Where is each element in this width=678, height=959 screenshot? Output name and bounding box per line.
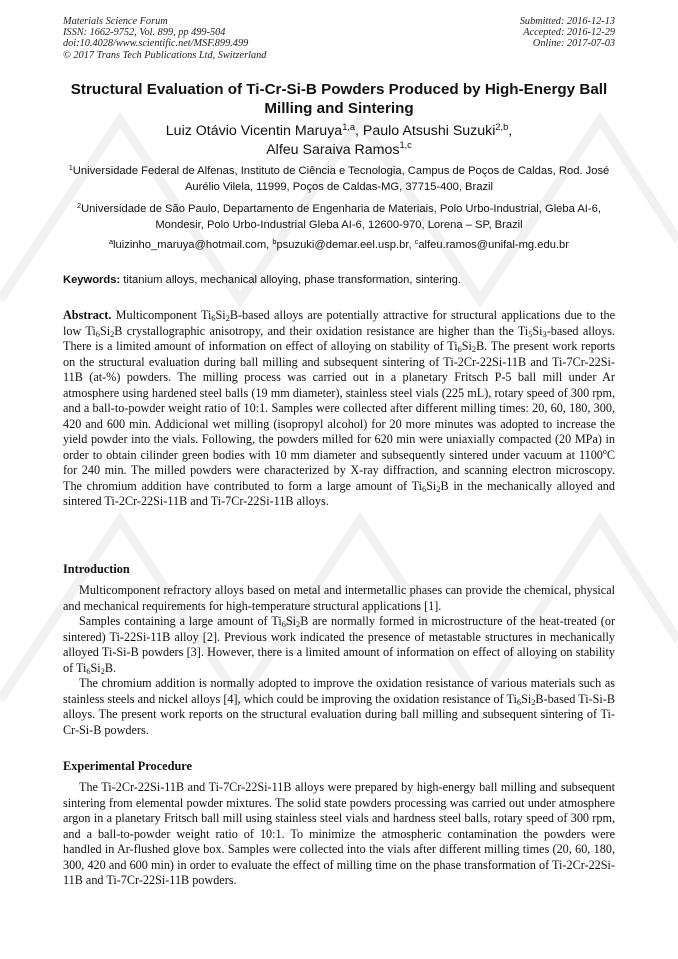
paragraph-text: The chromium addition is normally adopted to improve the oxidation resistance of various materials such as stainless steels and nickel alloys [4], which could be improving the oxidation resistance of Ti (63, 676, 615, 706)
subscript: 6 (95, 329, 100, 339)
abstract-text: -based alloys. There is a limited amount of information on effect of alloying on stability of Ti (63, 323, 615, 353)
paragraph-text: B-based Ti-Si-B alloys. The present work reports on the structural evaluation during ball milling and subsequent sintering of Ti-Cr-Si-B powders. (63, 691, 615, 737)
paragraph (63, 614, 615, 676)
keywords-line (63, 273, 618, 288)
author-emails (60, 238, 618, 254)
email-sup: b (272, 237, 277, 246)
subscript: 5 (528, 329, 533, 339)
abstract-text: B-based alloys are potentially attractive for structural applications due to the low Ti (63, 308, 615, 338)
affiliation-text: Universidade Federal de Alfenas, Instituto de Ciência e Tecnologia, Campus de Poços de Caldas, Rod. José Aurélio Vilela, 11999, Poços de Caldas-MG, 37715-400, Brazil (72, 165, 610, 193)
subscript: 2 (225, 314, 230, 324)
paragraph-text: Si (521, 691, 532, 706)
abstract-text: B. The present work reports on the structural evaluation during ball milling and subsequent sintering of Ti-2Cr-22Si-11B and Ti-7Cr-22Si-11B (at-%) powders. The milling process was carried out in a planetary Fritsch P-5 ball mill under Ar atmosphere using hardened steel balls (19 mm diameter), stainless steel vials (225 mL), rotary speed of 300 rpm, and a ball-to-powder weight ratio of 10:1. Samples were collected after different milling times: 20, 60, 180, 300, 420 and 600 min. Addicional wet milling (isopropyl alcohol) for 20 more minutes was adopted to increase the yield powder into the vials. Following, the powders milled for 620 min were uniaxially compacted (20 MPa) in order to obtain cilinder green bodies with 10 mm diameter and subsequently sintered under vacuum at 1100 (63, 339, 615, 462)
subscript: 6 (457, 345, 462, 355)
email-sup: c (414, 237, 419, 246)
affiliation-2 (60, 202, 618, 233)
subscript: 6 (211, 314, 216, 324)
author-name: Paulo Atsushi Suzuki (362, 123, 496, 139)
author-name: Luiz Otávio Vicentin Maruya (165, 123, 343, 139)
abstract-text: B in the mechanically alloyed and sintered Ti-2Cr-22Si-11B and Ti-7Cr-22Si-11B alloys. (63, 478, 615, 508)
email-link: psuzuki@demar.eel.usp.br, (276, 239, 415, 251)
dates-header (520, 16, 615, 50)
paragraph-text: Samples containing a large amount of Ti (79, 614, 282, 628)
author-affil-sup: 1,a (342, 121, 356, 132)
email-link: alfeu.ramos@unifal-mg.edu.br (418, 239, 569, 251)
subscript: 2 (100, 666, 105, 676)
subscript: 2 (296, 620, 301, 630)
paragraph-text: B are normally formed in microstructure of the heat-treated (or sintered) Ti-22Si-11B alloy [2]. Previous work indicated the presence of metastable structures in mechanically alloyed Ti-Si-B powders [3]. However, there is a limited amount of information on effect of alloying on stability of Ti (63, 614, 616, 675)
subscript: 6 (281, 620, 286, 630)
issn-line: ISSN: 1662-9752, Vol. 899, pp 499-504 (63, 27, 226, 39)
abstract-text: Si (532, 323, 543, 338)
section-heading-experimental: Experimental Procedure (63, 759, 192, 773)
email-sup: a (109, 237, 114, 246)
abstract-paragraph (63, 308, 615, 510)
paragraph: The Ti-2Cr-22Si-11B and Ti-7Cr-22Si-11B alloys were prepared by high-energy ball milling and subsequent sintering from elemental powder mixtures. The solid state powders processing was carried out under atmosphere argon in a planetary Fritsch ball mill using stainless steel vials and hardness steel balls, rotary speed of 300 rpm, and a ball-to-powder weight ratio of 10:1. To minimize the atmospheric contamination the powders were handled in Ar-flushed glove box. Samples were collected into the vials after different milling times (20, 60, 180, 300, 420 and 600 min) in order to evaluate the effect of milling time on the phase transformation of Ti-2Cr-22Si-11B and Ti-7Cr-22Si-11B powders. (63, 780, 615, 887)
journal-header (63, 16, 266, 61)
author-affil-sup: 1,c (399, 140, 412, 151)
abstract-text: Multicomponent Ti (111, 308, 212, 322)
abstract-text: Si (99, 323, 111, 338)
paragraph-text: B. (104, 660, 117, 675)
paragraph-text: Si (285, 614, 297, 628)
paper-title: Structural Evaluation of Ti-Cr-Si-B Powders Produced by High-Energy Ball Milling and Sintering (70, 81, 608, 117)
doi-line: doi:10.4028/www.scientific.net/MSF.899.499 (63, 38, 249, 50)
affiliation-1 (60, 164, 618, 195)
abstract-text: Si (215, 308, 226, 322)
subscript: 2 (531, 697, 536, 707)
author-list: Luiz Otávio Vicentin Maruya$^{1,a}$, Paulo Atsushi Suzuki$^{2,b}$, Alfeu Saraiva Ramos$^{1,c}$ (165, 121, 513, 158)
email-link: luizinho_maruya@hotmail.com, (113, 239, 273, 251)
abstract-text: B crystallographic anisotropy, and their oxidation resistance are higher than the Ti (114, 323, 529, 338)
affil-number: 2 (77, 201, 82, 210)
online-date: Online: 2017-07-03 (532, 38, 615, 50)
journal-name: Materials Science Forum (63, 16, 168, 27)
subscript: 2 (471, 345, 477, 355)
experimental-body (63, 780, 615, 889)
submitted-date: Submitted: 2016-12-13 (519, 16, 615, 27)
section-heading-introduction: Introduction (63, 562, 130, 576)
introduction-body (63, 583, 615, 738)
keywords-label: Keywords: (63, 274, 121, 286)
subscript: 6 (422, 484, 427, 494)
paragraph: Multicomponent refractory alloys based on metal and intermetallic phases can provide the chemical, physical and mechanical requirements for high-temperature structural applications [1]. (63, 583, 615, 613)
subscript: 6 (516, 697, 522, 707)
author-affil-sup: 2,b (495, 121, 509, 132)
paragraph-text: Si (90, 660, 101, 675)
subscript: 2 (110, 329, 115, 339)
copyright-line: © 2017 Trans Tech Publications Ltd, Switzerland (63, 49, 267, 61)
author-name: Alfeu Saraiva Ramos (266, 141, 400, 158)
keywords-text: titanium alloys, mechanical alloying, phase transformation, sintering. (120, 274, 461, 286)
degree-sup: o (602, 447, 607, 457)
paragraph (63, 676, 615, 738)
abstract-text: Si (461, 339, 472, 353)
accepted-date: Accepted: 2016-12-29 (523, 27, 615, 39)
affil-number: 1 (68, 163, 73, 172)
subscript: 2 (436, 484, 441, 494)
abstract-text: C for 240 min. The milled powders were characterized by X-ray diffraction, and scanning electron microscopy. The chromium addition have contributed to form a large amount of Ti (63, 447, 615, 493)
subscript: 6 (86, 666, 91, 676)
affiliation-text: Universidade de São Paulo, Departamento de Engenharia de Materiais, Polo Urbo-Industrial, Gleba AI-6, Mondesir, Polo Urbo-Industrial Gleba AI-6, 12600-970, Lorena – SP, Brazil (81, 203, 601, 231)
abstract-text: Si (426, 478, 437, 493)
subscript: 3 (542, 329, 547, 339)
abstract-label: Abstract. (63, 308, 112, 322)
